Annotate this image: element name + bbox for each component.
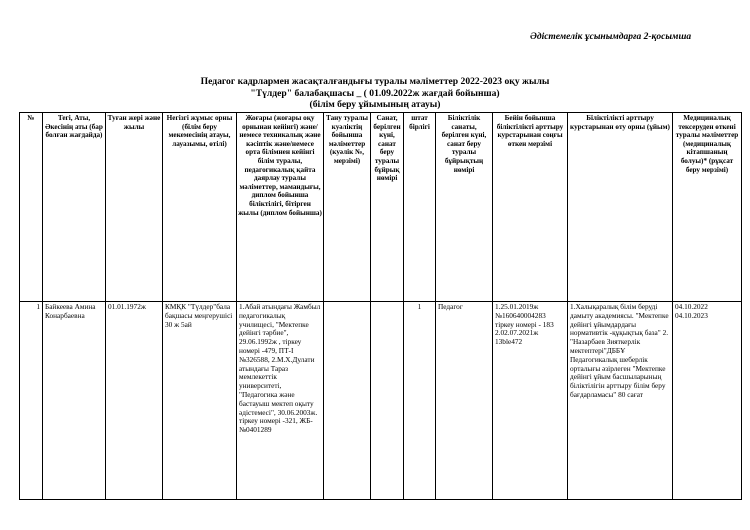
header-category: Санат, берілген күні, санат беру туралы бұйрық нөмірі (371, 113, 404, 302)
cell-full-name: Байкеева Амина Конарбаевна (43, 302, 106, 500)
cell-workplace: КМҚК "Түлдер"бала бақшасы меңгерушісі 30 ж 5ай (163, 302, 237, 500)
cell-qualification: Педагог (436, 302, 493, 500)
staff-table (19, 112, 742, 500)
header-qualification: Біліктілік санаты, берілген күні, санат беру туралы бұйрықтың нөмірі (436, 113, 493, 302)
header-courses-date: Бейін бойынша біліктілікті арттыру курстарынан соңғы өткен мерзімі (493, 113, 568, 302)
header-number: № (20, 113, 43, 302)
header-full-name: Тегі, Аты, Әкесінің аты (бар болған жағдайда) (43, 113, 106, 302)
cell-birth: 01.01.1972ж (106, 302, 163, 500)
cell-category (371, 302, 404, 500)
header-workplace: Негізгі жұмыс орны (білім беру мекемесінің атауы, лауазымы, өтілі) (163, 113, 237, 302)
title-line-3: (білім беру ұйымының атауы) (309, 99, 441, 111)
table-header-row (20, 113, 742, 302)
appendix-label: Әдістемелік ұсынымдарға 2-қосымша (530, 32, 692, 42)
document-title (0, 76, 750, 111)
cell-medical (673, 302, 742, 500)
medical-date-1: 04.10.2022 (675, 302, 708, 311)
cell-courses-place: 1.Халықаралық білім беруді дамыту академиясы. "Мектепке дейінгі ұйымдардағы нормативтік -құқықтық база" 2. "Назарбаев Зияткерлік мектептері"ДББҰ Педагогикалық шеберлік орталығы әзірлеген "Мектепке дейінгі ұйым басшыларының біліктілігін арттыру білім беру бағдарламасы" 80 сағат (568, 302, 673, 500)
header-courses-place: Біліктілікті арттыру курстарынан өту орны (ұйым) (568, 113, 673, 302)
cell-education: 1.Абай атындағы Жамбыл педагогикалық училищесі, "Мектепке дейінгі тәрбие", 29.06.1992ж , тіркеу номері -479, ПТ-І №326588, 2.М.Х.Дулати атындағы Тараз мемлекеттік университеті, "Педагогика және бастауыш мектеп оқыту әдістемесі", 30.06.2003ж. тіркеу номері -321, ЖБ-№0401289 (237, 302, 324, 500)
header-medical: Медициналық тексеруден өткені туралы мәліметтер (медициналық кітапшаның болуы)* (рұқсат беру мерзімі) (673, 113, 742, 302)
cell-staff-unit: 1 (404, 302, 436, 500)
cell-recognition (324, 302, 371, 500)
medical-date-2: 04.10.2023 (675, 310, 708, 320)
header-staff-unit: штат бірлігі (404, 113, 436, 302)
header-recognition: Тану туралы куәліктің бойынша мәліметтер (куәлік №, мерзімі) (324, 113, 371, 302)
header-birth: Туған жері және жылы (106, 113, 163, 302)
cell-courses-date: 1.25.01.2019ж №160640004283 тіркеу номері - 183 2.02.07.2021ж 13ble472 (493, 302, 568, 500)
header-education: Жоғары (жоғары оқу орнынан кейінгі) және/немесе техникалық және кәсіптік және/немесе орта білімнен кейінгі білім туралы, педагогикалық қайта даярлау туралы мәліметтер, мамандығы, диплом бойынша біліктілігі, бітірген жылы (диплом бойынша) (237, 113, 324, 302)
cell-number: 1 (20, 302, 43, 500)
title-line-2: "Түлдер" балабақшасы _ ( 01.09.2022ж жағдай бойынша) (250, 87, 500, 99)
table-row (20, 302, 742, 500)
title-line-1: Педагог кадрлармен жасақталғандығы туралы мәліметтер 2022-2023 оқу жылы (200, 76, 550, 87)
